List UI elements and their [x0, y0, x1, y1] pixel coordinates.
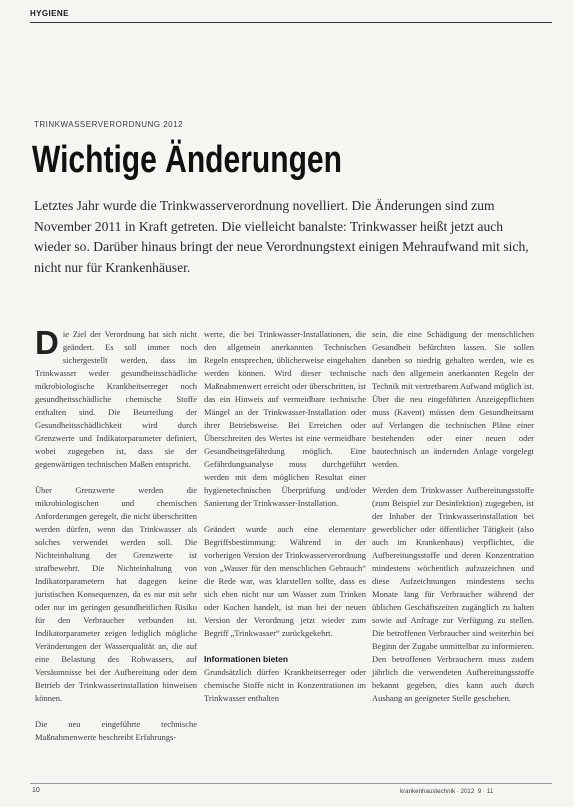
page-number: 10 [32, 787, 40, 794]
publication-name: krankenhaustechnik · 2012 [400, 788, 475, 795]
paragraph [35, 324, 197, 471]
article-kicker: TRINKWASSERVERORDNUNG 2012 [34, 120, 184, 129]
paragraph: Werden dem Trinkwasser Aufbereitungsstoffe (zum Beispiel zur Desinfektion) zugegeben, ist der Inhaber der Trinkwasserinstallation bei gewerblicher oder öffentlicher Tätigkeit (also auch im Krankenhaus) verpflichtet, die Aufbereitungsstoffe und deren Konzentration mindestens wöchentlich aufzuzeichnen und diese Aufzeichnungen mindestens sechs Monate lang für Verbraucher während der üblichen Geschäftszeiten zugänglich zu halten sowie auf Anfrage zur Verfügung zu stellen. Die betroffenen Verbraucher sind weiterhin bei Beginn der Zugabe unmittelbar zu informieren. Den betroffenen Verbrauchern muss zudem jährlich die verwendeten Aufbereitungsstoffe bekannt gegeben, dies kann auch durch Aushang an geeigneter Stelle geschehen. [372, 485, 534, 703]
body-column-3 [372, 328, 534, 705]
paragraph: Grundsätzlich dürfen Krankheitserreger oder chemische Stoffe nicht in Konzentrationen im Trinkwasser enthalten [204, 667, 366, 703]
header-rule [30, 22, 552, 23]
article-title: Wichtige Änderungen [32, 139, 342, 181]
subheading: Informationen bieten [204, 654, 289, 664]
paragraph: sein, die eine Schädigung der menschlichen Gesundheit befürchten lassen. Sie sollen daneben so niedrig gehalten werden, wie es nach den allgemein anerkannten Regeln der Technik mit vertretbarem Aufwand möglich ist. Über die neu eingeführten Anzeigepflichten muss (Kavent) müssen dem Gesundheitsamt auf Verlangen die technischen Pläne einer bestehenden oder einer neuen oder bautechnisch an ändernden Anlage vorgelegt werden. [372, 329, 534, 469]
footer-publication [400, 788, 493, 795]
paragraph: Geändert wurde auch eine elementare Begriffsbestimmung: Während in der vorherigen Version der Trinkwasserverordnung von „Wasser für den menschlichen Gebrauch“ die Rede war, was klarstellen sollte, dass es sich eben nicht nur um Wasser zum Trinken oder Kochen handelt, ist man bei der neuen Version der Verordnung jetzt wieder zum Begriff „Trinkwasser“ zurückgekehrt. [204, 524, 366, 638]
footer-rule [30, 783, 552, 784]
article-lead: Letztes Jahr wurde die Trinkwasserverordnung novelliert. Die Änderungen sind zum November 2011 in Kraft getreten. Die vielleicht banalste: Trinkwasser heißt jetzt auch wieder so. Darüber hinaus bringt der neue Verordnungstext einigen Mehraufwand mit sich, nicht nur für Krankenhäuser. [34, 198, 529, 275]
body-column-1 [35, 324, 197, 744]
paragraph: Die neu eingeführte technische Maßnahmenwerte beschreibt Erfahrungs- [35, 719, 197, 742]
edition-label: 9 · 11 [477, 788, 494, 795]
paragraph: werte, die bei Trinkwasser-Installationen, die den allgemein anerkannten Technischen Regeln entsprechen, üblicherweise eingehalten werden können. Wird dieser technische Maßnahmenwert erreicht oder überschritten, ist das ein Hinweis auf vermeidbare technische Mängel an der Trinkwasser-Installation oder ihrer Betriebsweise. Bei Erreichen oder Überschreiten des Wertes ist eine vermeidbare Gesundheitsgefährdung möglich. Eine Gefährdungsanalyse muss durchgeführt werden mit dem möglichen Resultat einer hygienetechnischen Überprüfung und/oder Sanierung der Trinkwasser-Installation. [204, 329, 366, 508]
section-label: HYGIENE [30, 9, 69, 18]
drop-cap: D [35, 324, 59, 361]
paragraph-text: ie Ziel der Verordnung hat sich nicht geändert. Es soll immer noch sichergestellt werden, dass im Trinkwasser weder gesundheitsschädliche mikrobiologische Krankheitserreger noch gesundheitsschädliche chemische Stoffe enthalten sind. Die Beurteilung der Gesundheitsschädlichkeit wird durch Grenzwerte und Indikatorparameter definiert, wobei zugegeben ist, dass sie der gegenwärtigen technischen Maßen entspricht. [35, 329, 197, 469]
paragraph: Über Grenzwerte werden die mikrobiologischen und chemischen Anforderungen geregelt, die nicht überschritten werden dürfen, wenn das Trinkwasser als solches verwendet werden soll. Die Nichteinhaltung der Grenzwerte ist strafbewehrt. Die Nichteinhaltung von Indikatorparametern hat dagegen keine juristischen Konsequenzen, da es nur mit sehr oder nur im geringen gesundheitlichen Risiko für den Verbraucher verbunden ist. Indikatorparameter zeigen lediglich mögliche Veränderungen der Wasserqualität an, die auf eine Belastung des Rohwassers, auf Versäumnisse bei der Aufbereitung oder dem Betrieb der Trinkwasserinstallation hinweisen können. [35, 485, 197, 703]
body-column-2 [204, 328, 366, 705]
